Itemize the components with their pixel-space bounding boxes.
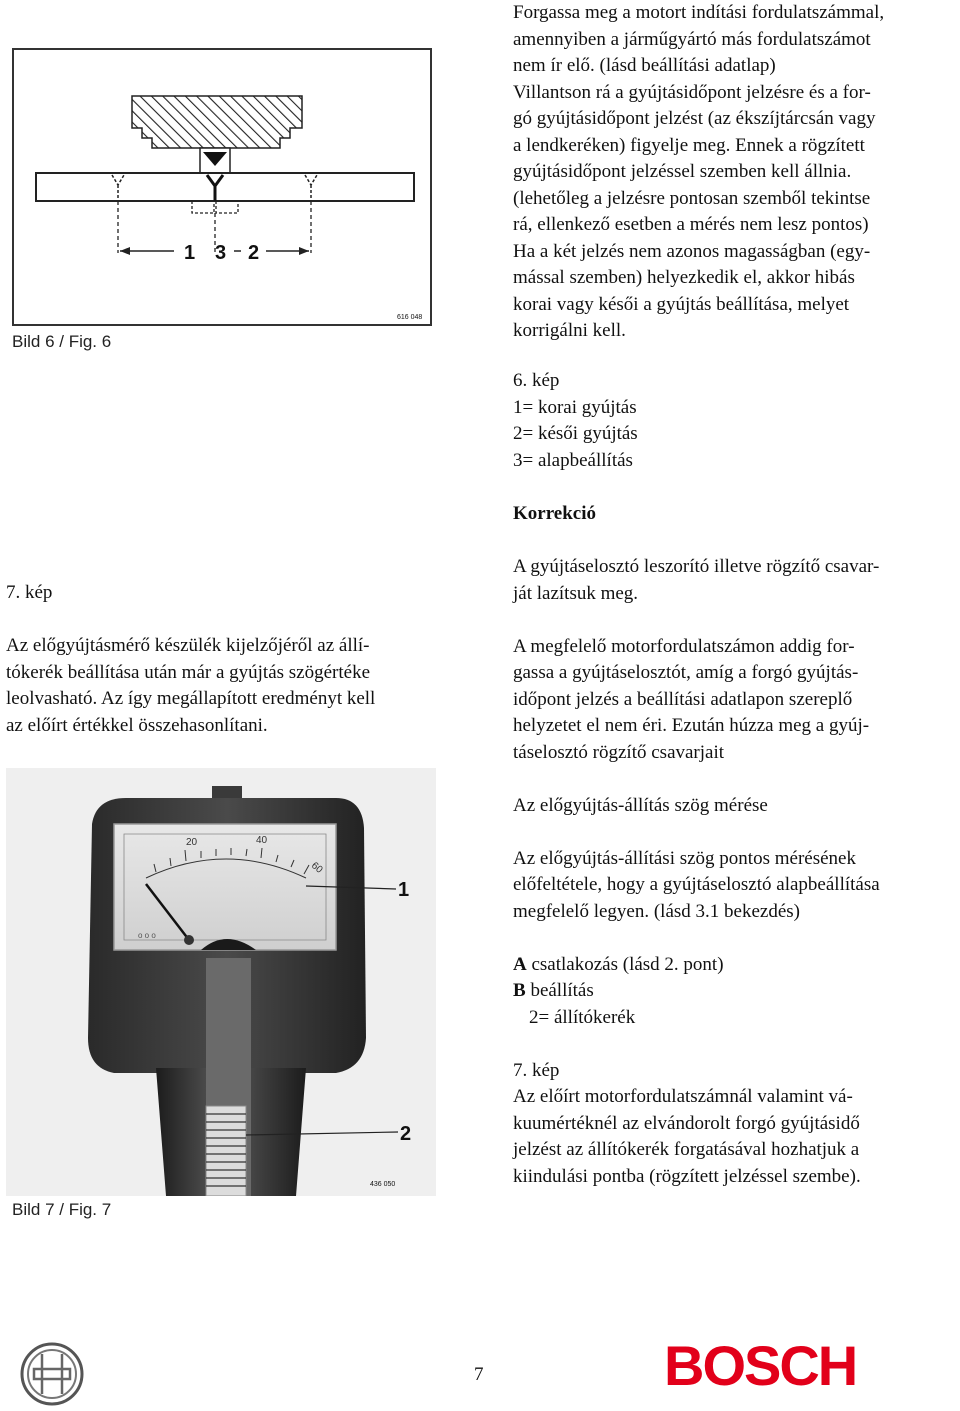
timing-light-meter-photo: [6, 768, 436, 1196]
fig6-legend: [513, 368, 956, 474]
text-line: gyújtásidőpont jelzéssel szemben kell állnia.: [513, 161, 852, 182]
fig7-title: 7. kép: [6, 582, 53, 603]
scale-label: 60: [308, 860, 325, 876]
text-line: Az előírt motorfordulatszámnál valamint vá-: [513, 1086, 853, 1107]
list-subitem: 2= állítókerék: [529, 1006, 636, 1028]
heading-korrekcio: [513, 501, 956, 528]
text-line: Forgassa meg a motort indítási fordulatszámmal,: [513, 2, 885, 23]
heading-text: Korrekció: [513, 503, 597, 524]
text-line: gassa a gyújtáselosztót, amíg a forgó gyújtás-: [513, 662, 859, 683]
text-line: időpont jelzés a beállítási adatlapon szereplő: [513, 688, 853, 710]
text-line: tókerék beállítása után már a gyújtás szögértéke: [6, 661, 371, 683]
text-line: nem ír elő. (lásd beállítási adatlap): [513, 55, 776, 76]
text-line: a lendkeréken) figyelje meg. Ennek a rögzített: [513, 134, 865, 156]
bosch-armature-logo: [20, 1342, 84, 1406]
fig6-caption: Bild 6 / Fig. 6: [12, 332, 112, 351]
text-line: jelzést az állítókerék forgatásával hozhatjuk a: [513, 1139, 860, 1160]
text-line: megfelelő legyen. (lásd 3.1 bekezdés): [513, 900, 800, 922]
text-line: A gyújtáselosztó leszorító illetve rögzítő csavar-: [513, 556, 880, 577]
text-line: korrigálni kell.: [513, 320, 626, 341]
legend-item: 3= alapbeállítás: [513, 449, 633, 471]
text-line: rá, ellenkező esetben a mérés nem lesz pontos): [513, 214, 869, 235]
text-line: kuumértéknél az elvándorolt forgó gyújtásidő: [513, 1112, 860, 1134]
text-line: (lehetőleg a jelzésre pontosan szemből tekintse: [513, 187, 871, 209]
figure-7: [6, 768, 436, 1196]
text-line: táselosztó rögzítő csavarjait: [513, 741, 725, 763]
text-line: korai vagy késői a gyújtás beállítása, melyet: [513, 293, 850, 315]
timing-mark-diagram: [12, 48, 432, 326]
rotating-band: [36, 173, 414, 201]
fig6-label-3: 3: [215, 242, 227, 264]
text-line: amennyiben a járműgyártó más fordulatszámot: [513, 28, 871, 50]
text-line: Az előgyújtás-állítási szög pontos mérésének: [513, 847, 856, 869]
list-item-a: A csatlakozás (lásd 2. pont): [513, 953, 724, 975]
bosch-wordmark: BOSCH: [664, 1334, 857, 1397]
section-heading: Az előgyújtás-állítás szög mérése: [513, 794, 768, 816]
fig7-paragraph: [6, 633, 451, 739]
callout-2: 2: [400, 1123, 412, 1145]
right-column-top: [513, 0, 956, 345]
page-number: 7: [474, 1364, 484, 1385]
text-line: az előírt értékkel összehasonlítani.: [6, 714, 268, 736]
svg-text:o o o: o o o: [138, 931, 156, 940]
fig6-code: 616 048: [397, 314, 423, 321]
text-line: A megfelelő motorfordulatszámon addig for-: [513, 635, 855, 657]
housing-hatch: [132, 96, 302, 148]
list-item-b: B beállítás: [513, 980, 594, 1001]
fig6-legend-title: 6. kép: [513, 370, 560, 391]
text-line: 7. kép: [513, 1059, 560, 1081]
scale-label: 40: [256, 835, 268, 846]
text-line: Villantson rá a gyújtásidőpont jelzésre és a for-: [513, 81, 871, 103]
text-line: mással szemben) helyezkedik el, akkor hibás: [513, 267, 855, 288]
text-line: kiindulási pontba (rögzített jelzéssel szembe).: [513, 1165, 861, 1187]
right-column-bottom: [513, 554, 956, 1190]
left-column-text: [6, 580, 451, 739]
text-line: Az előgyújtásmérő készülék kijelzőjéről az állí-: [6, 635, 370, 656]
text-line: helyzetet el nem éri. Ezután húzza meg a gyúj-: [513, 715, 870, 736]
scale-label: 20: [186, 837, 198, 848]
adjustment-wheel: [206, 1106, 246, 1196]
text-line: Ha a két jelzés nem azonos magasságban (egy-: [513, 240, 871, 262]
text-line: ját lazítsuk meg.: [513, 582, 639, 604]
legend-item: 1= korai gyújtás: [513, 396, 637, 418]
figure-6: [12, 48, 432, 326]
intro-paragraph: [513, 0, 956, 345]
fig6-label-1: 1: [184, 242, 196, 264]
text-line: előfeltétele, hogy a gyújtáselosztó alapbeállítása: [513, 874, 880, 895]
callout-1: 1: [398, 879, 410, 901]
text-line: leolvasható. Az így megállapított eredményt kell: [6, 688, 376, 709]
text-line: gó gyújtásidőpont jelzést (az ékszíjtárcsán vagy: [513, 108, 876, 129]
fig6-label-2: 2: [248, 242, 260, 264]
fig7-code: 436 050: [370, 1181, 396, 1188]
legend-item: 2= késői gyújtás: [513, 423, 638, 444]
fig7-caption: Bild 7 / Fig. 7: [12, 1200, 112, 1219]
